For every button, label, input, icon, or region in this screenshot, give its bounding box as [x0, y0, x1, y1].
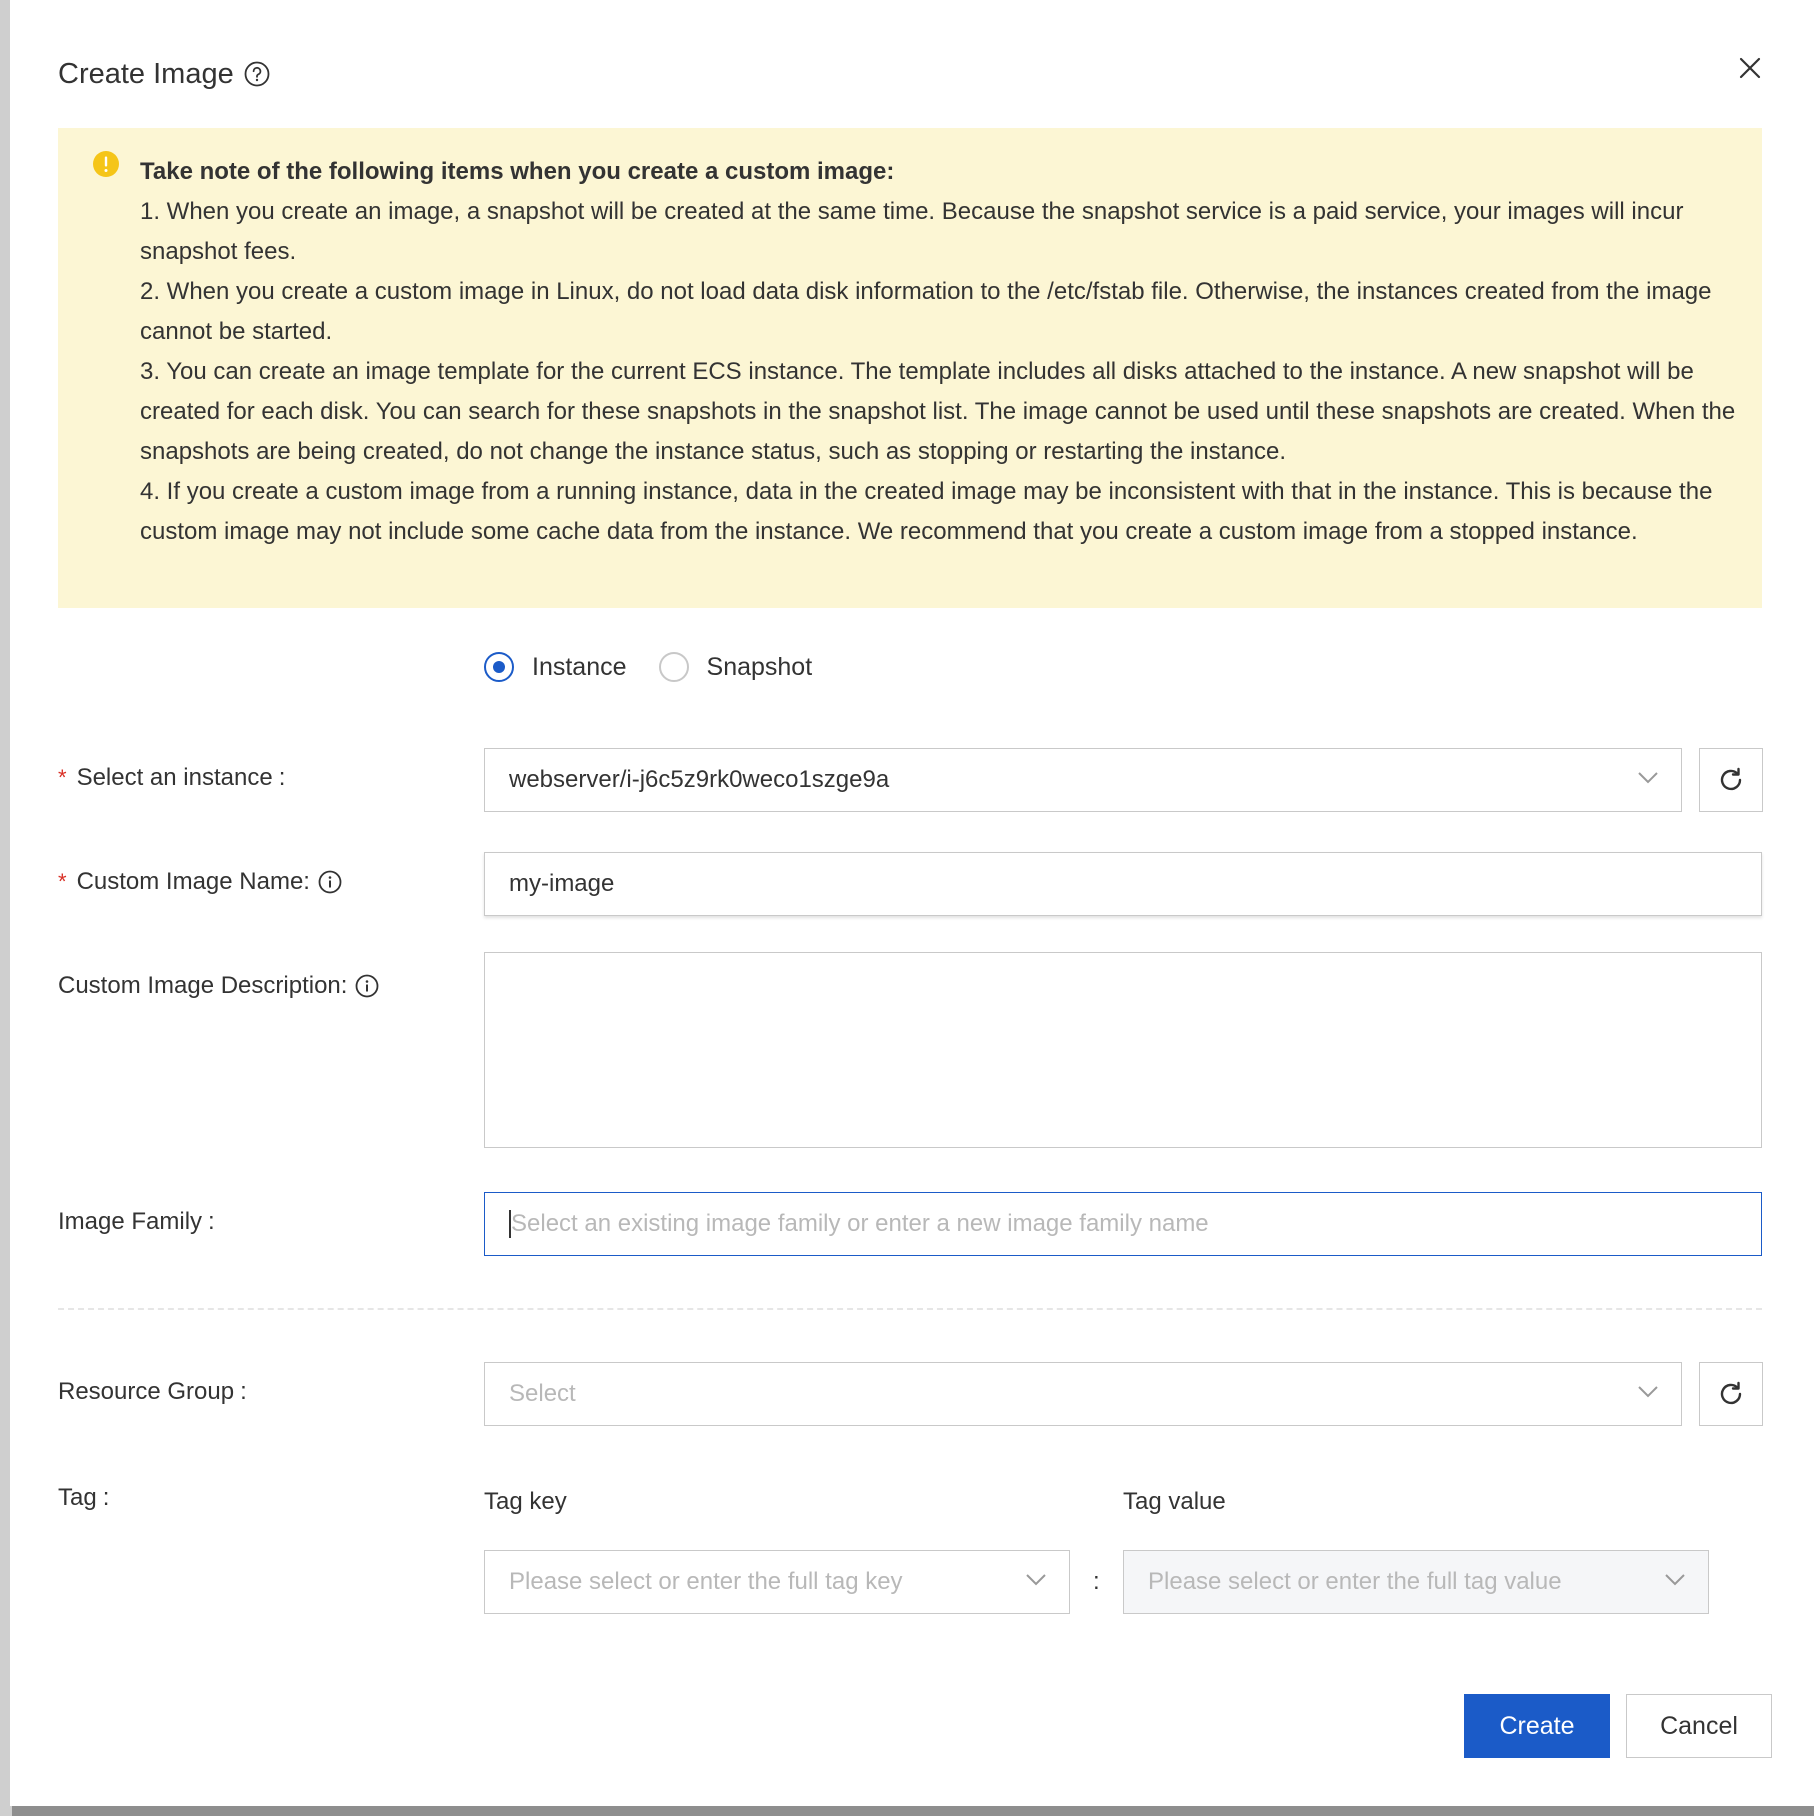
- image-family-placeholder: Select an existing image family or enter a new image family name: [511, 1210, 1209, 1237]
- resource-group-label: [58, 1378, 247, 1406]
- chevron-down-icon: [1637, 1385, 1659, 1399]
- label-text: Resource Group: [58, 1378, 235, 1405]
- radio-button[interactable]: [659, 652, 689, 682]
- label-text: Custom Image Name:: [76, 868, 310, 895]
- required-mark: *: [58, 869, 67, 894]
- dialog-header: [58, 52, 270, 96]
- section-divider: [58, 1308, 1762, 1310]
- image-family-label: [58, 1208, 215, 1236]
- create-image-dialog: [10, 0, 1814, 1806]
- image-name-value: my-image: [509, 870, 615, 897]
- create-button[interactable]: Create: [1464, 1694, 1610, 1758]
- instance-select[interactable]: [484, 748, 1682, 812]
- chevron-down-icon: [1637, 771, 1659, 785]
- cancel-button[interactable]: Cancel: [1626, 1694, 1772, 1758]
- instance-label: [58, 764, 285, 792]
- instance-refresh-button[interactable]: [1699, 748, 1763, 812]
- label-colon: :: [240, 1378, 247, 1405]
- notice-text: [140, 152, 1740, 552]
- radio-snapshot[interactable]: [659, 652, 813, 682]
- notice-heading: Take note of the following items when you create a custom image:: [140, 158, 895, 185]
- image-name-label: [58, 868, 342, 896]
- notice-item: 3. You can create an image template for the current ECS instance. The template includes all disks attached to the instance. A new snapshot will be created for each disk. You can search for these snapshots in the snapshot list. The image cannot be used until these snapshots are created. When the snapshots are being created, do not change the instance status, such as stopping or restarting the instance.: [140, 358, 1736, 465]
- notice-item: 4. If you create a custom image from a running instance, data in the created image may be inconsistent with that in the instance. This is because the custom image may not include some cache data from the instance. We recommend that you create a custom image from a stopped instance.: [140, 478, 1713, 545]
- resource-group-select[interactable]: [484, 1362, 1682, 1426]
- resource-group-placeholder: Select: [509, 1380, 576, 1407]
- label-text: Image Family: [58, 1208, 203, 1235]
- radio-label: Instance: [532, 652, 627, 681]
- chevron-down-icon: [1025, 1573, 1047, 1587]
- radio-button-checked[interactable]: [484, 652, 514, 682]
- instance-select-value: webserver/i-j6c5z9rk0weco1szge9a: [509, 766, 890, 793]
- resource-group-refresh-button[interactable]: [1699, 1362, 1763, 1426]
- info-circle-icon[interactable]: [318, 870, 342, 894]
- tag-value-placeholder: Please select or enter the full tag value: [1148, 1568, 1562, 1595]
- source-radio-group: [484, 652, 844, 682]
- label-text: Custom Image Description:: [58, 972, 348, 999]
- notice-item: 2. When you create a custom image in Linux, do not load data disk information to the /etc/fstab file. Otherwise, the instances created from the image cannot be started.: [140, 278, 1712, 345]
- exclamation-circle-icon: [92, 150, 120, 178]
- question-circle-icon[interactable]: [244, 61, 270, 87]
- label-text: Select an instance: [76, 764, 273, 791]
- tag-value-header: Tag value: [1123, 1488, 1226, 1515]
- radio-label: Snapshot: [706, 652, 813, 681]
- tag-label: [58, 1484, 109, 1512]
- tag-value-select[interactable]: [1123, 1550, 1709, 1614]
- label-colon: :: [102, 1484, 110, 1511]
- image-name-input[interactable]: [484, 852, 1762, 916]
- refresh-icon: [1717, 1380, 1745, 1408]
- description-label: [58, 972, 379, 1000]
- chevron-down-icon: [1664, 1573, 1686, 1587]
- notice-item: 1. When you create an image, a snapshot will be created at the same time. Because the snapshot service is a paid service, your images will incur snapshot fees.: [140, 198, 1684, 265]
- dialog-title: Create Image: [58, 57, 234, 90]
- image-family-input[interactable]: [484, 1192, 1762, 1256]
- close-button[interactable]: [1730, 48, 1770, 88]
- close-icon: [1738, 56, 1762, 80]
- required-mark: *: [58, 765, 67, 790]
- label-text: Tag: [58, 1484, 97, 1511]
- label-colon: :: [278, 764, 286, 791]
- tag-key-placeholder: Please select or enter the full tag key: [509, 1568, 903, 1595]
- refresh-icon: [1717, 766, 1745, 794]
- notice-banner: [58, 128, 1762, 608]
- info-circle-icon[interactable]: [355, 974, 379, 998]
- radio-instance[interactable]: [484, 652, 627, 682]
- tag-separator: :: [1093, 1568, 1100, 1595]
- tag-key-header: Tag key: [484, 1488, 567, 1515]
- label-colon: :: [208, 1208, 215, 1235]
- tag-key-select[interactable]: [484, 1550, 1070, 1614]
- description-textarea[interactable]: [484, 952, 1762, 1148]
